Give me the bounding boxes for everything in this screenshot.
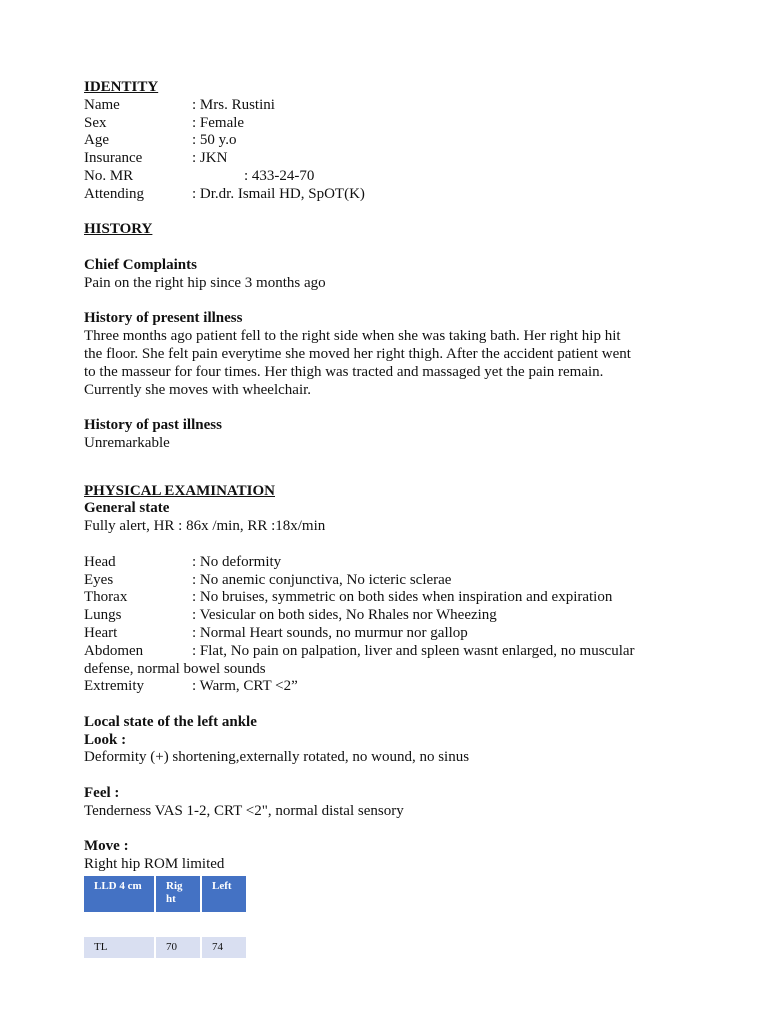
rom-header-cell: Left [202, 876, 246, 912]
exam-label: Lungs [84, 607, 122, 624]
move-title: Move : [84, 838, 129, 855]
feel-title: Feel : [84, 785, 120, 802]
present-illness-title: History of present illness [84, 310, 243, 327]
present-illness-line: the floor. She felt pain everytime she moved her right thigh. After the accident patient went [84, 345, 631, 362]
look-title: Look : [84, 731, 127, 748]
field-value: : 433-24-70 [244, 167, 315, 184]
exam-row-heart [84, 625, 694, 643]
field-label: Attending [84, 185, 144, 202]
exam-value: : Flat, No pain on palpation, liver and spleen wasnt enlarged, no muscular [192, 642, 635, 659]
field-label: Insurance [84, 150, 143, 167]
exam-label: Head [84, 553, 116, 570]
field-value: : Dr.dr. Ismail HD, SpOT(K) [192, 185, 365, 202]
exam-label: Abdomen [84, 642, 144, 659]
rom-table-row [84, 937, 246, 958]
exam-label: Heart [84, 624, 118, 641]
rom-header-cell: Rig ht [156, 876, 200, 912]
exam-value: : Normal Heart sounds, no murmur nor gallop [192, 624, 468, 641]
exam-row-head [84, 554, 694, 572]
exam-row-eyes [84, 572, 694, 590]
field-value: : JKN [192, 150, 228, 167]
rom-cell: 70 [156, 937, 200, 958]
rom-table [82, 874, 248, 960]
field-value: : Mrs. Rustini [192, 96, 275, 113]
exam-row-thorax [84, 589, 694, 607]
identity-row-insurance [84, 150, 694, 168]
document-content [84, 79, 694, 960]
identity-row-attending [84, 186, 694, 204]
field-value: : 50 y.o [192, 132, 237, 149]
general-state-text: Fully alert, HR : 86x /min, RR :18x/min [84, 518, 326, 535]
rom-table-header-row [84, 876, 246, 912]
present-illness-line: Currently she moves with wheelchair. [84, 381, 312, 398]
field-label: Name [84, 96, 120, 113]
field-label: No. MR [84, 167, 134, 184]
identity-heading: IDENTITY [84, 79, 159, 95]
exam-value: : No deformity [192, 553, 282, 570]
present-illness-line: to the masseur for four times. Her thigh was tracted and massaged yet the pain remain. [84, 363, 604, 380]
exam-row-abdomen [84, 643, 694, 661]
rom-cell: TL [84, 937, 154, 958]
move-text: Right hip ROM limited [84, 856, 225, 873]
exam-value: : No bruises, symmetric on both sides when inspiration and expiration [192, 589, 613, 606]
exam-value: : No anemic conjunctiva, No icteric sclerae [192, 571, 452, 588]
past-illness-text: Unremarkable [84, 434, 170, 451]
identity-row-name [84, 97, 694, 115]
physical-exam-heading: PHYSICAL EXAMINATION [84, 482, 275, 499]
exam-row-lungs [84, 607, 694, 625]
field-value: : Female [192, 114, 245, 131]
identity-row-sex [84, 115, 694, 133]
field-label: Sex [84, 114, 107, 131]
abdomen-continuation: defense, normal bowel sounds [84, 660, 266, 677]
exam-label: Extremity [84, 678, 144, 695]
history-heading: HISTORY [84, 221, 153, 238]
exam-value: : Vesicular on both sides, No Rhales nor Wheezing [192, 607, 497, 624]
identity-row-mr [84, 168, 694, 186]
chief-complaints-title: Chief Complaints [84, 256, 197, 273]
rom-table-wrap [84, 874, 694, 960]
chief-complaints-text: Pain on the right hip since 3 months ago [84, 274, 326, 291]
field-label: Age [84, 132, 109, 149]
local-state-title: Local state of the left ankle [84, 713, 257, 730]
present-illness-line: Three months ago patient fell to the right side when she was taking bath. Her right hip hit [84, 328, 621, 345]
exam-value: : Warm, CRT <2” [192, 678, 298, 695]
identity-row-age [84, 132, 694, 150]
rom-header-cell: LLD 4 cm [84, 876, 154, 912]
exam-label: Thorax [84, 589, 128, 606]
rom-table-spacer [84, 914, 246, 935]
rom-cell: 74 [202, 937, 246, 958]
past-illness-title: History of past illness [84, 417, 222, 434]
exam-label: Eyes [84, 571, 114, 588]
feel-text: Tenderness VAS 1-2, CRT <2", normal distal sensory [84, 802, 404, 819]
exam-row-extremity [84, 678, 694, 696]
general-state-title: General state [84, 500, 170, 517]
look-text: Deformity (+) shortening,externally rotated, no wound, no sinus [84, 749, 470, 766]
